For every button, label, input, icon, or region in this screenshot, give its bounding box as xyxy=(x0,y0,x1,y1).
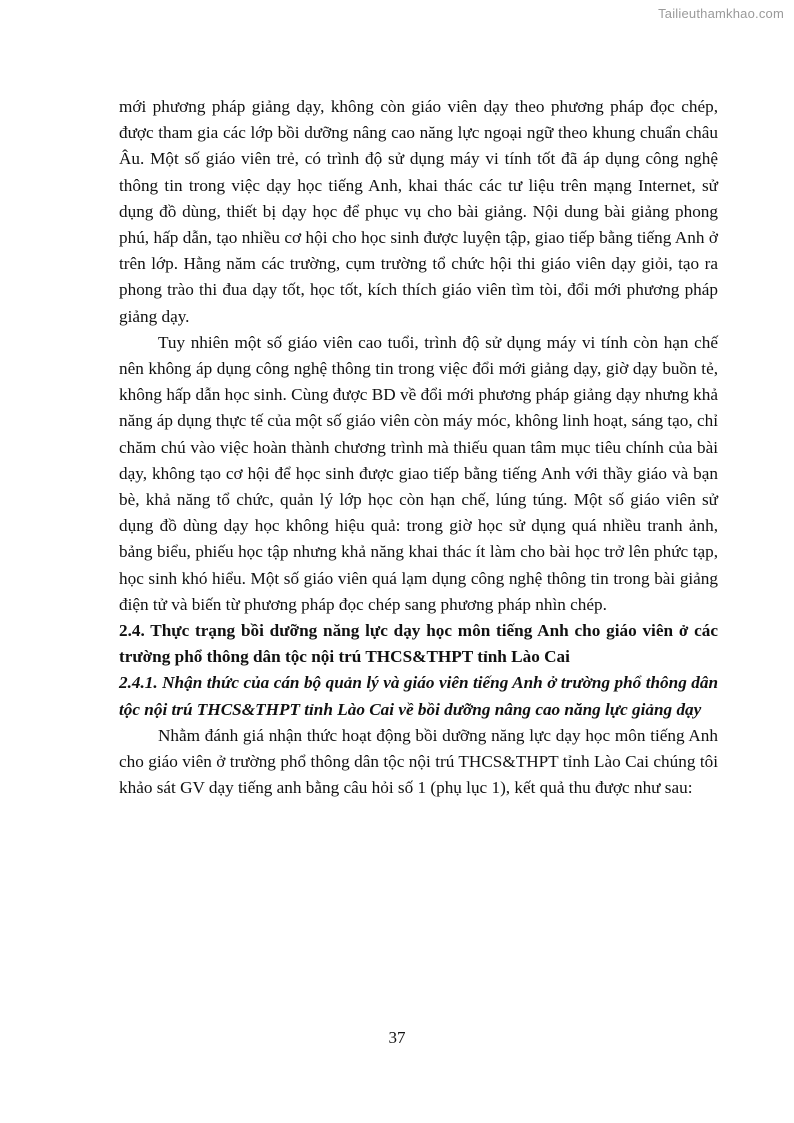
paragraph-survey-intro: Nhằm đánh giá nhận thức hoạt động bồi dưỡng năng lực dạy học môn tiếng Anh cho giáo viên ở trường phổ thông dân tộc nội trú THCS&THPT tỉnh Lào Cai chúng tôi khảo sát GV dạy tiếng anh bằng câu hỏi số 1 (phụ lục 1), kết quả thu được như sau: xyxy=(119,725,718,798)
page-number: 37 xyxy=(388,1028,406,1047)
section-heading-2-4: 2.4. Thực trạng bồi dưỡng năng lực dạy học môn tiếng Anh cho giáo viên ở các trường phổ thông dân tộc nội trú THCS&THPT tỉnh Lào Cai xyxy=(119,621,718,667)
paragraph-continuation: mới phương pháp giảng dạy, không còn giáo viên dạy theo phương pháp đọc chép, được tham gia các lớp bồi dưỡng nâng cao năng lực ngoại ngữ theo khung chuẩn châu Âu. Một số giáo viên trẻ, có trình độ sử dụng máy vi tính tốt đã áp dụng công nghệ thông tin trong việc dạy học tiếng Anh, khai thác các tư liệu trên mạng Internet, sử dụng đồ dùng, thiết bị dạy học để phục vụ cho bài giảng. Nội dung bài giảng phong phú, hấp dẫn, tạo nhiều cơ hội cho học sinh được luyện tập, giao tiếp bằng tiếng Anh ở trên lớp. Hằng năm các trường, cụm trường tổ chức hội thi giáo viên dạy giỏi, tạo ra phong trào thi đua dạy tốt, học tốt, kích thích giáo viên tìm tòi, đổi mới phương pháp giảng dạy. xyxy=(119,97,718,326)
document-body xyxy=(119,94,718,801)
subsection-heading-2-4-1: 2.4.1. Nhận thức của cán bộ quản lý và giáo viên tiếng Anh ở trường phổ thông dân tộc nội trú THCS&THPT tỉnh Lào Cai về bồi dưỡng nâng cao năng lực giảng dạy xyxy=(119,673,718,719)
watermark-text: Tailieuthamkhao.com xyxy=(658,6,784,21)
paragraph-limitations: Tuy nhiên một số giáo viên cao tuổi, trình độ sử dụng máy vi tính còn hạn chế nên không áp dụng công nghệ thông tin trong việc đổi mới giảng dạy, giờ dạy buồn tẻ, không hấp dẫn học sinh. Cùng được BD về đổi mới phương pháp giảng dạy nhưng khả năng áp dụng thực tế của một số giáo viên còn máy móc, không linh hoạt, sáng tạo, chỉ chăm chú vào việc hoàn thành chương trình mà thiếu quan tâm mục tiêu chính của bài dạy, không tạo cơ hội để học sinh được giao tiếp bằng tiếng Anh với thầy giáo và bạn bè, khả năng tổ chức, quản lý lớp học còn hạn chế, lúng túng. Một số giáo viên sử dụng đồ dùng dạy học không hiệu quả: trong giờ học sử dụng quá nhiều tranh ảnh, bảng biểu, phiếu học tập nhưng khả năng khai thác ít làm cho bài học trở lên phức tạp, học sinh khó hiểu. Một số giáo viên quá lạm dụng công nghệ thông tin trong bài giảng điện tử và biến từ phương pháp đọc chép sang phương pháp nhìn chép. xyxy=(119,332,718,614)
